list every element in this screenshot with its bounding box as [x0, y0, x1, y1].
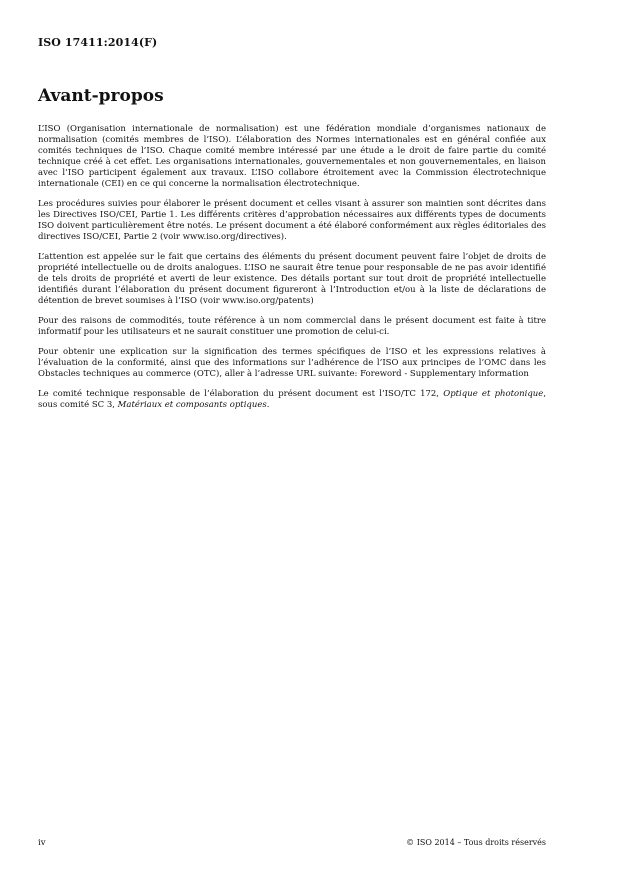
- paragraph-technical-committee: [38, 389, 546, 411]
- committee-text-2: , sous comité SC 3,: [38, 389, 547, 410]
- paragraph-iso-intro: L’ISO (Organisation internationale de normalisation) est une fédération mondiale d’organismes nationaux de normalisation (comités membres de l’ISO). L’élaboration des Normes internationales est en général confiée aux comités techniques de l’ISO. Chaque comité membre intéressé par une étude a le droit de faire partie du comité technique créé à cet effet. Les organisations internationales, gouvernementales et non gouvernementales, en liaison avec l’ISO participent également aux travaux. L’ISO collabore étroitement avec la Commission électrotechnique internationale (CEI) en ce qui concerne la normalisation électrotechnique.: [38, 124, 546, 189]
- paragraph-procedures: Les procédures suivies pour élaborer le présent document et celles visant à assurer son maintien sont décrites dans les Directives ISO/CEI, Partie 1. Les différents critères d’approbation nécessaires aux différents types de documents ISO doivent particulièrement être notés. Le présent document a été élaboré conformément aux règles éditoriales des directives ISO/CEI, Partie 2 (voir www.iso.org/directives).: [38, 199, 546, 242]
- committee-name: Optique et photonique: [443, 389, 544, 399]
- copyright-notice: © ISO 2014 – Tous droits réservés: [406, 838, 546, 847]
- document-body: [38, 124, 546, 420]
- paragraph-explanation: Pour obtenir une explication sur la signification des termes spécifiques de l’ISO et les expressions relatives à l’évaluation de la conformité, ainsi que des informations sur l’adhérence de l’ISO aux principes de l’OMC dans les Obstacles techniques au commerce (OTC), aller à l’adresse URL suivante: Foreword - Supplementary information: [38, 347, 546, 379]
- paragraph-trade-names: Pour des raisons de commodités, toute référence à un nom commercial dans le présent document est faite à titre informatif pour les utilisateurs et ne saurait constituer une promotion de celui-ci.: [38, 316, 546, 337]
- committee-text-1: Le comité technique responsable de l’élaboration du présent document est l’ISO/TC 172,: [38, 389, 444, 399]
- page-title: Avant-propos: [38, 86, 164, 106]
- subcommittee-name: Matériaux et composants optiques: [117, 400, 267, 410]
- page-number: iv: [38, 838, 46, 848]
- document-id: ISO 17411:2014(F): [38, 36, 158, 49]
- committee-text-3: .: [266, 400, 270, 410]
- paragraph-patent-rights: L’attention est appelée sur le fait que certains des éléments du présent document peuvent faire l’objet de droits de propriété intellectuelle ou de droits analogues. L’ISO ne saurait être tenue pour responsable de ne pas avoir identifié de tels droits de propriété et averti de leur existence. Des détails portant sur tout droit de propriété intellectuelle identifiés durant l’élaboration du présent document figureront à l’Introduction et/ou à la liste de déclarations de détention de brevet soumises à l’ISO (voir www.iso.org/patents): [38, 252, 546, 306]
